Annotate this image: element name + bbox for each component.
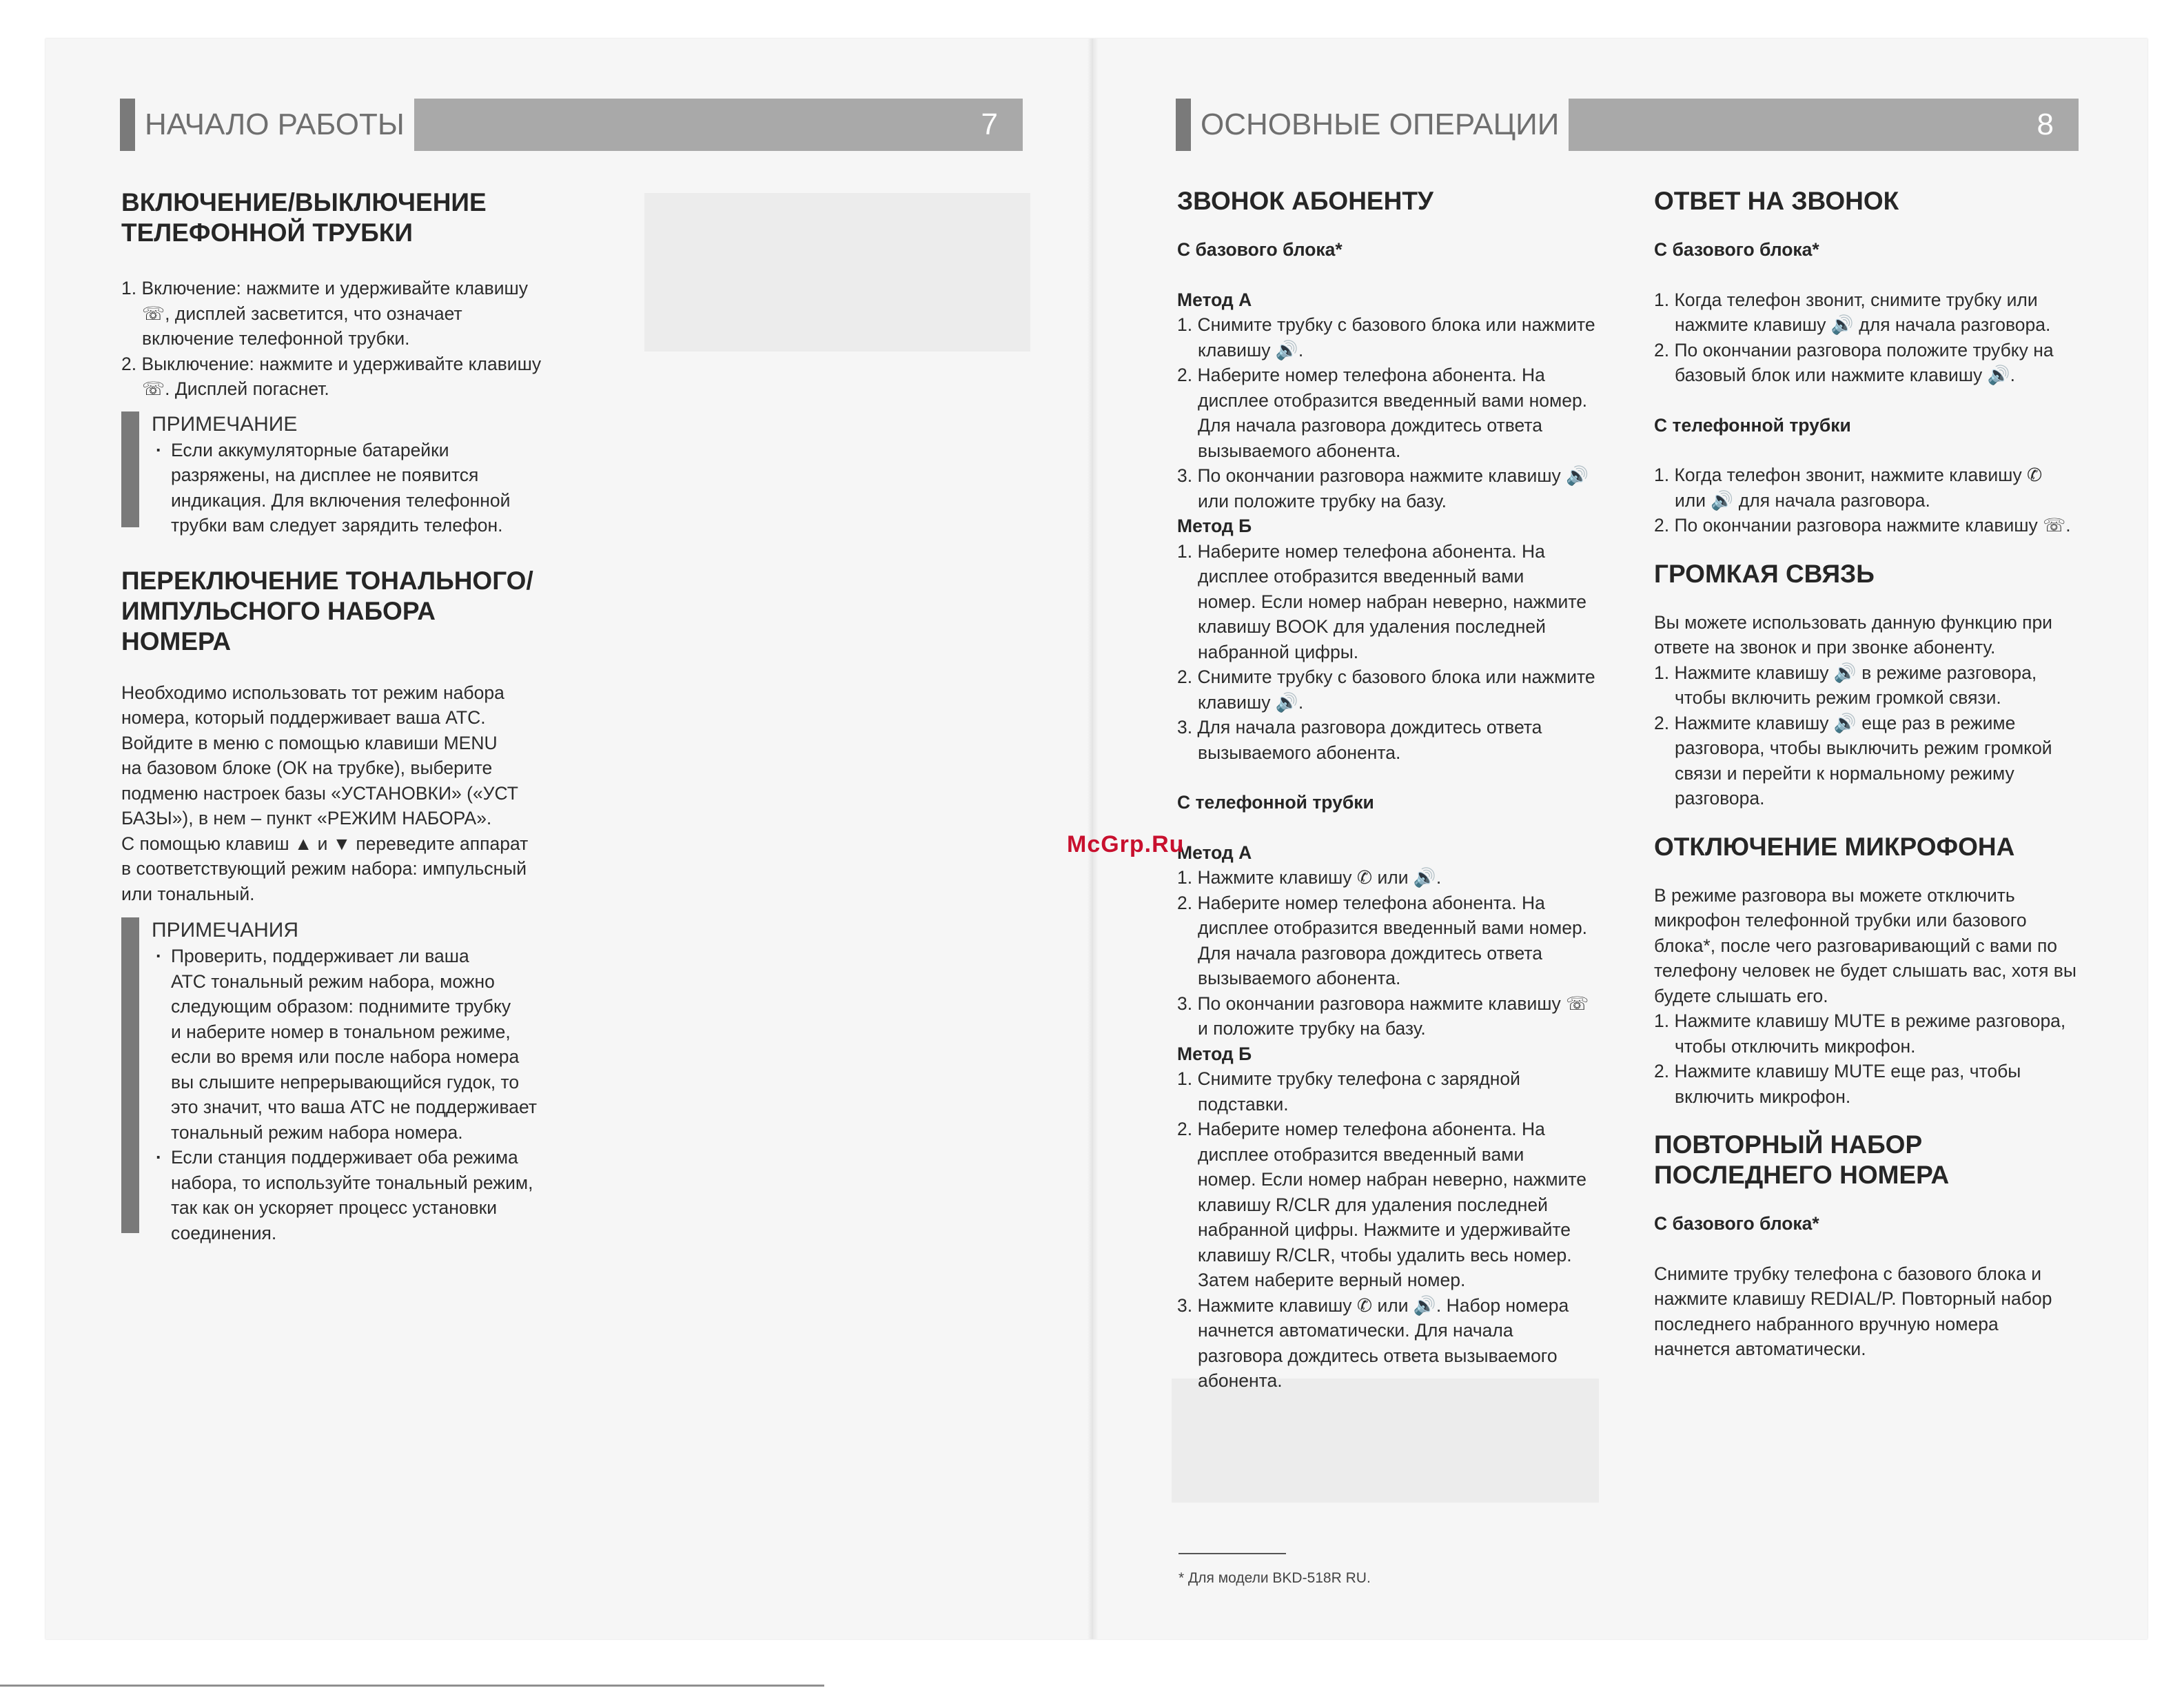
- line: 1. Включение: нажмите и удерживайте клавишу: [121, 278, 529, 298]
- line: набора, то используйте тональный режим,: [171, 1172, 533, 1193]
- line: разряжены, на дисплее не появится: [171, 465, 479, 485]
- section-title: ИМПУЛЬСНОГО НАБОРА: [121, 596, 436, 625]
- left-header-bar: [120, 99, 1023, 151]
- left-column: [121, 187, 562, 1245]
- line: или 🔊 для начала разговора.: [1675, 489, 1930, 511]
- list-item: [1654, 513, 2081, 538]
- answer-base-list: [1654, 287, 2081, 388]
- line: вызываемого абонента.: [1198, 440, 1401, 461]
- line: тональный режим набора номера.: [171, 1121, 463, 1143]
- line: Для начала разговора дождитесь ответа: [1198, 942, 1542, 964]
- line: или положите трубку на базу.: [1198, 490, 1447, 511]
- section-title: ПОВТОРНЫЙ НАБОР: [1654, 1130, 1923, 1159]
- list-item: [1177, 312, 1618, 363]
- line: индикация. Для включения телефонной: [171, 489, 511, 511]
- line: клавишу R/CLR, чтобы удалить весь номер.: [1198, 1244, 1572, 1265]
- method-heading: Метод А: [1177, 842, 1252, 863]
- line: клавишу 🔊.: [1198, 339, 1304, 360]
- line: включить микрофон.: [1675, 1086, 1851, 1107]
- list-item: [1177, 1293, 1618, 1394]
- list-item: [1177, 1066, 1618, 1117]
- line: разговора, чтобы выключить режим громкой: [1675, 738, 2052, 758]
- list-item: [1177, 363, 1618, 463]
- line: 1. Наберите номер телефона абонента. На: [1177, 540, 1545, 562]
- right-page-number: 8: [2037, 108, 2054, 141]
- header-tag: [1176, 99, 1191, 151]
- line: АТС тональный режим набора, можно: [171, 970, 495, 992]
- list-item: [1177, 865, 1618, 891]
- line: 2. Снимите трубку с базового блока или нажмите: [1177, 667, 1595, 687]
- line: начнется автоматически.: [1654, 1339, 1866, 1359]
- line: чтобы отключить микрофон.: [1675, 1035, 1916, 1057]
- line: · Если аккумуляторные батарейки: [171, 439, 449, 460]
- line: Снимите трубку телефона с базового блока и: [1654, 1263, 2041, 1284]
- list-item: [1177, 991, 1618, 1041]
- line: так как он ускоряет процесс установки: [171, 1197, 498, 1218]
- line: и наберите номер в тональном режиме,: [171, 1021, 511, 1042]
- line: чтобы включить режим громкой связи.: [1675, 687, 2001, 708]
- line: 3. По окончании разговора нажмите клавишу 🔊: [1177, 465, 1589, 486]
- line: · Если станция поддерживает оба режима: [171, 1147, 518, 1168]
- line: вызываемого абонента.: [1198, 968, 1401, 988]
- line: клавишу 🔊.: [1198, 691, 1304, 713]
- mute-list: [1654, 1008, 2081, 1109]
- line: 3. Для начала разговора дождитесь ответа: [1177, 717, 1542, 738]
- list-item: [1177, 1117, 1618, 1293]
- line: дисплее отобразится введенный вами: [1198, 1143, 1524, 1165]
- line: дисплее отобразится введенный вами номер.: [1198, 917, 1588, 938]
- footnote-rule: [1178, 1553, 1286, 1554]
- line: 3. По окончании разговора нажмите клавишу ☏: [1177, 993, 1589, 1014]
- line: ☏, дисплей засветится, что означает: [142, 303, 462, 324]
- note-item: [152, 944, 562, 1145]
- section-title: ОТКЛЮЧЕНИЕ МИКРОФОНА: [1654, 832, 2015, 861]
- line: нажмите клавишу 🔊 для начала разговора.: [1675, 314, 2051, 335]
- list-item: [1177, 463, 1618, 513]
- line: 2. Нажмите клавишу MUTE еще раз, чтобы: [1654, 1061, 2021, 1081]
- line: 1. Когда телефон звонит, нажмите клавишу ✆: [1654, 465, 2043, 485]
- line: блока*, после чего разговаривающий с вами по: [1654, 935, 2058, 956]
- list-item: [1654, 338, 2081, 388]
- line: клавишу BOOK для удаления последней: [1198, 616, 1546, 637]
- line: подменю настроек базы «УСТАНОВКИ» («УСТ: [121, 782, 518, 804]
- right-column-2: [1654, 186, 2081, 1362]
- line: абонента.: [1198, 1370, 1283, 1391]
- line: 2. Наберите номер телефона абонента. На: [1177, 365, 1545, 385]
- line: на базовом блоке (ОК на трубке), выберите: [121, 757, 493, 778]
- line: если во время или после набора номера: [171, 1046, 520, 1067]
- line: 1. Снимите трубку телефона с зарядной: [1177, 1068, 1520, 1089]
- left-header-title: НАЧАЛО РАБОТЫ: [135, 99, 414, 151]
- line: ответе на звонок и при звонке абоненту.: [1654, 637, 1996, 658]
- line: 1. Нажмите клавишу 🔊 в режиме разговора,: [1654, 662, 2037, 683]
- section-title: НОМЕРА: [121, 627, 232, 655]
- list-item: [1654, 1059, 2081, 1109]
- line: дисплее отобразится введенный вами: [1198, 566, 1524, 587]
- line: 1. Снимите трубку с базового блока или нажмите: [1177, 314, 1595, 335]
- line: или тональный.: [121, 883, 255, 904]
- line: в соответствующий режим набора: импульсный: [121, 858, 527, 879]
- notes-box: [121, 917, 562, 1245]
- section-title: ПЕРЕКЛЮЧЕНИЕ ТОНАЛЬНОГО/: [121, 566, 533, 595]
- list-item: [1177, 664, 1618, 715]
- line: 2. По окончании разговора положите трубку на: [1654, 339, 2054, 360]
- line: следующим образом: поднимите трубку: [171, 996, 511, 1017]
- section-title: ГРОМКАЯ СВЯЗЬ: [1654, 559, 1875, 588]
- method-heading: Метод Б: [1177, 1043, 1252, 1064]
- line: номер. Если номер набран неверно, нажмите: [1198, 1169, 1586, 1190]
- subheading: С базового блока*: [1654, 1213, 1819, 1234]
- line: дисплее отобразится введенный вами номер.: [1198, 389, 1588, 411]
- line: БАЗЫ»), в нем – пункт «РЕЖИМ НАБОРА».: [121, 808, 492, 828]
- show-through-right: [1172, 1379, 1599, 1503]
- subheading: С телефонной трубки: [1177, 792, 1374, 813]
- method-heading: Метод Б: [1177, 516, 1252, 536]
- line: Вы можете использовать данную функцию при: [1654, 611, 2052, 633]
- line: Для начала разговора дождитесь ответа: [1198, 415, 1542, 436]
- note-title: ПРИМЕЧАНИЕ: [152, 412, 298, 436]
- speaker-list: [1654, 660, 2081, 811]
- line: набранной цифры. Нажмите и удерживайте: [1198, 1219, 1571, 1240]
- section-title: ОТВЕТ НА ЗВОНОК: [1654, 187, 1899, 215]
- line: В режиме разговора вы можете отключить: [1654, 884, 2015, 906]
- line: разговора.: [1675, 788, 1765, 809]
- line: 1. Нажмите клавишу MUTE в режиме разговора,: [1654, 1010, 2066, 1031]
- line: Затем наберите верный номер.: [1198, 1270, 1466, 1290]
- line: 2. По окончании разговора нажмите клавишу ☏.: [1654, 515, 2071, 536]
- line: связи и перейти к нормальному режиму: [1675, 762, 2014, 784]
- line: набранной цифры.: [1198, 641, 1359, 662]
- line: 2. Выключение: нажмите и удерживайте клавишу: [121, 353, 542, 374]
- list-item: [121, 352, 562, 402]
- line: номер. Если номер набран неверно, нажмите: [1198, 591, 1586, 612]
- line: 1. Когда телефон звонит, снимите трубку или: [1654, 289, 2038, 310]
- watermark-link[interactable]: McGrp.Ru: [1067, 831, 1185, 857]
- line: Необходимо использовать тот режим набора: [121, 682, 504, 703]
- subheading: С телефонной трубки: [1654, 414, 1851, 436]
- line: и положите трубку на базу.: [1198, 1018, 1426, 1039]
- list-item: [1654, 462, 2081, 513]
- list-item: [1654, 1008, 2081, 1059]
- line: микрофон телефонной трубки или базового: [1654, 910, 2027, 931]
- call-handset-b-list: [1177, 1066, 1618, 1394]
- line: включение телефонной трубки.: [142, 328, 410, 349]
- line: базовый блок или нажмите клавишу 🔊.: [1675, 365, 2016, 385]
- list-item: [1654, 287, 2081, 338]
- header-tag: [120, 99, 135, 151]
- note-item: [152, 438, 562, 538]
- line: нажмите клавишу REDIAL/P. Повторный набор: [1654, 1288, 2052, 1309]
- section-title: ПОСЛЕДНЕГО НОМЕРА: [1654, 1161, 1950, 1189]
- dial-mode-paragraph: [121, 680, 562, 907]
- line: клавишу R/CLR для удаления последней: [1198, 1194, 1548, 1215]
- right-header-bar: [1176, 99, 2079, 151]
- line: последнего набранного вручную номера: [1654, 1313, 1999, 1334]
- line: 1. Нажмите клавишу ✆ или 🔊.: [1177, 867, 1442, 888]
- answer-handset-list: [1654, 462, 2081, 538]
- right-header-title: ОСНОВНЫЕ ОПЕРАЦИИ: [1191, 99, 1569, 151]
- line: начнется автоматически. Для начала: [1198, 1320, 1513, 1341]
- call-base-b-list: [1177, 539, 1618, 766]
- line: С помощью клавиш ▲ и ▼ переведите аппарат: [121, 833, 529, 854]
- section-title: ВКЛЮЧЕНИЕ/ВЫКЛЮЧЕНИЕ: [121, 188, 487, 216]
- note-list: [152, 438, 562, 538]
- line: трубки вам следует зарядить телефон.: [171, 515, 503, 536]
- note-item: [152, 1145, 562, 1245]
- footnote: * Для модели BKD-518R RU.: [1178, 1570, 1371, 1586]
- line: вызываемого абонента.: [1198, 742, 1401, 763]
- note-box: [121, 411, 562, 538]
- notes-list: [152, 944, 562, 1245]
- notes-title: ПРИМЕЧАНИЯ: [152, 919, 299, 942]
- list-item: [1177, 715, 1618, 765]
- subheading: С базового блока*: [1654, 239, 1819, 260]
- section-title: ТЕЛЕФОННОЙ ТРУБКИ: [121, 218, 413, 247]
- line: это значит, что ваша АТС не поддерживает: [171, 1097, 537, 1117]
- line: 2. Наберите номер телефона абонента. На: [1177, 1119, 1545, 1139]
- right-column-1: [1177, 186, 1618, 1394]
- line: подставки.: [1198, 1093, 1289, 1115]
- line: · Проверить, поддерживает ли ваша: [171, 946, 469, 966]
- note-bar: [121, 917, 139, 1233]
- line: соединения.: [171, 1222, 277, 1243]
- power-list: [121, 276, 562, 402]
- call-base-a-list: [1177, 312, 1618, 513]
- left-page-number: 7: [981, 108, 998, 141]
- show-through-left: [644, 193, 1030, 352]
- line: 2. Наберите номер телефона абонента. На: [1177, 892, 1545, 913]
- section-title: ЗВОНОК АБОНЕНТУ: [1177, 187, 1433, 215]
- list-item: [1177, 891, 1618, 991]
- line: вы слышите непрерывающийся гудок, то: [171, 1071, 520, 1092]
- note-bar: [121, 411, 139, 527]
- list-item: [121, 276, 562, 352]
- line: разговора дождитесь ответа вызываемого: [1198, 1345, 1558, 1366]
- line: будете слышать его.: [1654, 985, 1828, 1006]
- line: 2. Нажмите клавишу 🔊 еще раз в режиме: [1654, 712, 2016, 733]
- subheading: С базового блока*: [1177, 239, 1343, 260]
- line: Войдите в меню с помощью клавиши MENU: [121, 732, 498, 753]
- list-item: [1654, 660, 2081, 711]
- line: номера, который поддерживает ваша АТС.: [121, 707, 486, 728]
- line: 3. Нажмите клавишу ✆ или 🔊. Набор номера: [1177, 1294, 1569, 1316]
- line: телефону человек не будет слышать вас, хотя вы: [1654, 960, 2076, 981]
- list-item: [1177, 539, 1618, 665]
- method-heading: Метод А: [1177, 289, 1252, 310]
- scan-edge-line: [0, 1685, 824, 1687]
- line: ☏. Дисплей погаснет.: [142, 378, 329, 399]
- list-item: [1654, 711, 2081, 811]
- call-handset-a-list: [1177, 865, 1618, 1041]
